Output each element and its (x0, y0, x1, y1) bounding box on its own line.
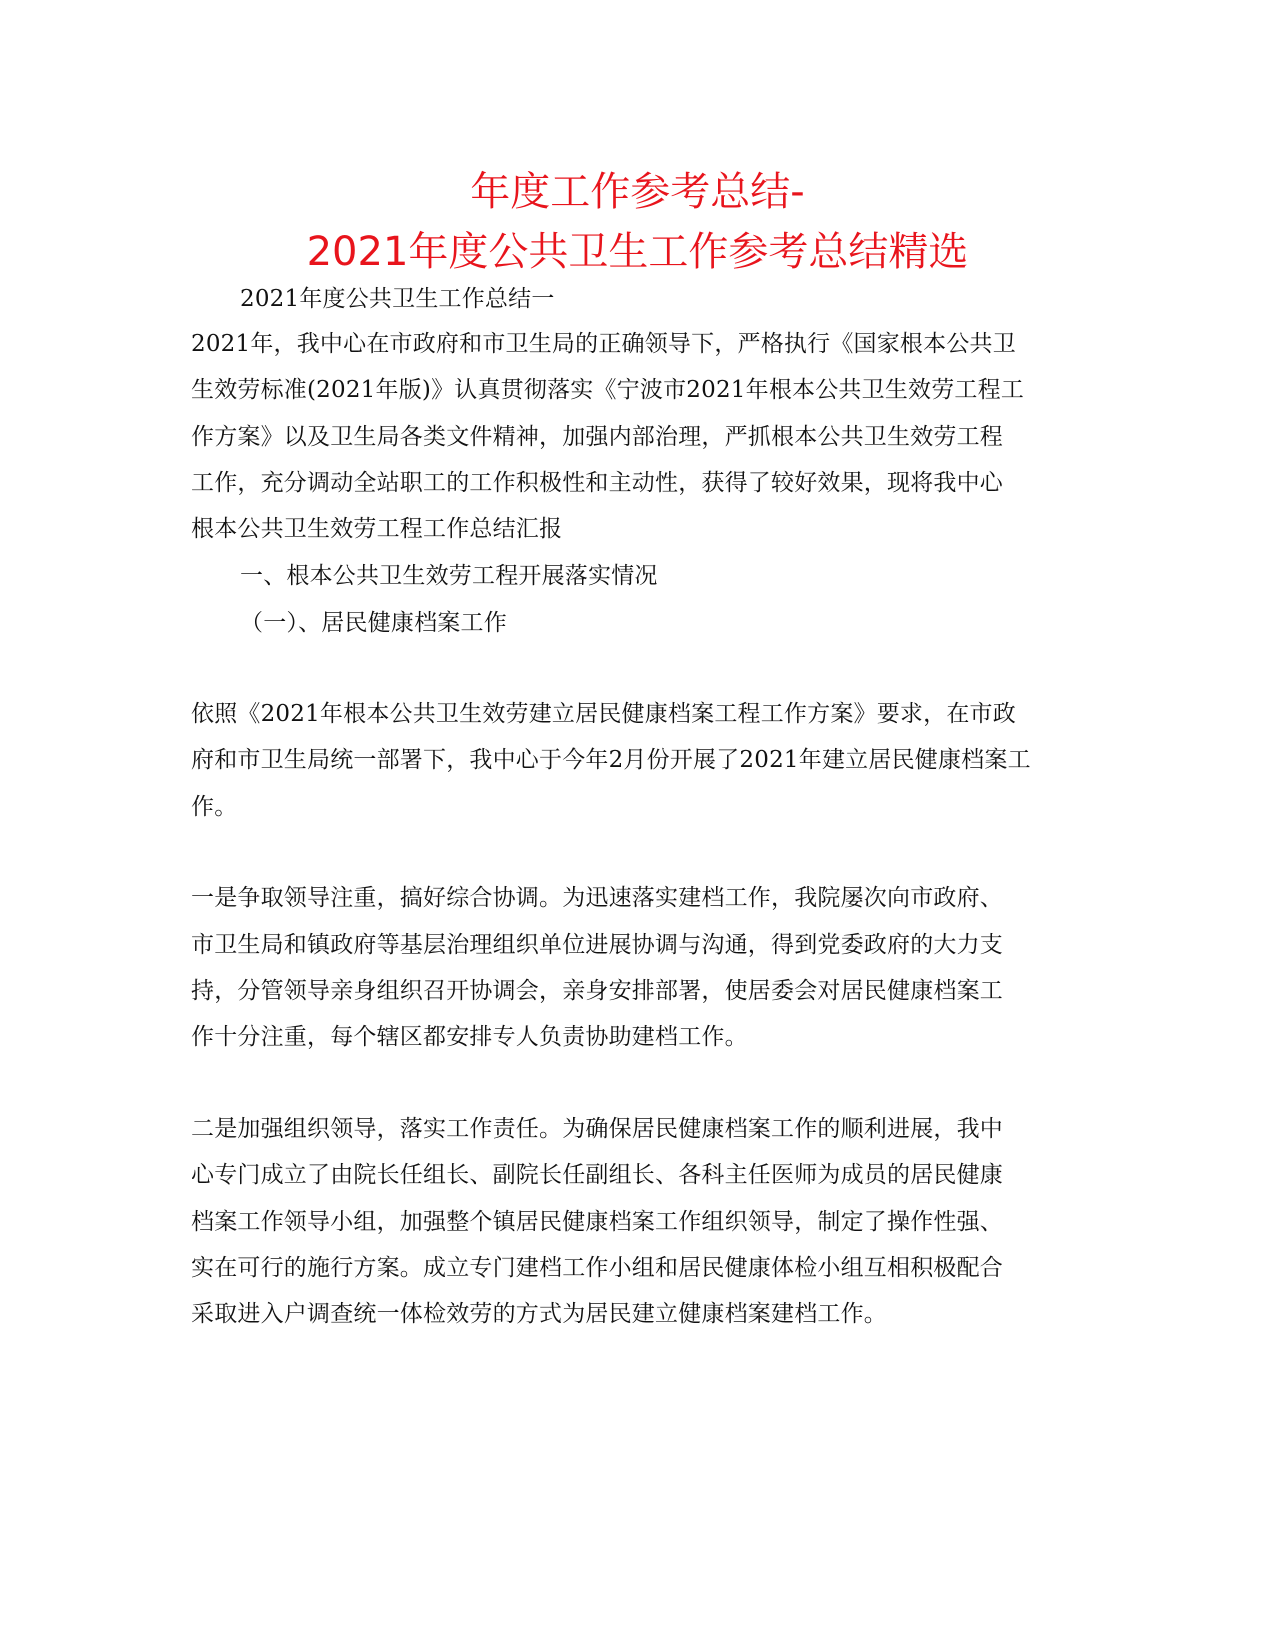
paragraph-1-line: 作。 (191, 794, 238, 820)
paragraph-3-line: 心专门成立了由院长任组长、副院长任副组长、各科主任医师为成员的居民健康 (191, 1162, 1003, 1188)
intro-line: 生效劳标准(2021年版)》认真贯彻落实《宁波市2021年根本公共卫生效劳工程工 (191, 377, 1025, 403)
paragraph-2-line: 作十分注重，每个辖区都安排专人负责协助建档工作。 (191, 1024, 748, 1050)
intro-line: 2021年，我中心在市政府和市卫生局的正确领导下，严格执行《国家根本公共卫 (191, 331, 1016, 357)
paragraph-3-line: 采取进入户调查统一体检效劳的方式为居民建立健康档案建档工作。 (191, 1301, 887, 1327)
intro-line: 工作，充分调动全站职工的工作积极性和主动性，获得了较好效果，现将我中心 (191, 470, 1003, 496)
paragraph-3-line: 档案工作领导小组，加强整个镇居民健康档案工作组织领导，制定了操作性强、 (191, 1209, 1003, 1235)
paragraph-3-line: 二是加强组织领导，落实工作责任。为确保居民健康档案工作的顺利进展，我中 (191, 1116, 1003, 1142)
document-title-line-2: 2021年度公共卫生工作参考总结精选 (306, 229, 969, 275)
intro-line: 作方案》以及卫生局各类文件精神，加强内部治理，严抓根本公共卫生效劳工程 (191, 424, 1003, 450)
paragraph-2-line: 一是争取领导注重，搞好综合协调。为迅速落实建档工作，我院屡次向市政府、 (191, 885, 1003, 911)
heading-1-1: （一）、居民健康档案工作 (240, 610, 507, 636)
heading-1: 一、根本公共卫生效劳工程开展落实情况 (240, 563, 658, 589)
document-title-line-1: 年度工作参考总结- (470, 169, 805, 215)
intro-line: 根本公共卫生效劳工程工作总结汇报 (191, 516, 563, 542)
paragraph-2-line: 持，分管领导亲身组织召开协调会，亲身安排部署，使居委会对居民健康档案工 (191, 978, 1003, 1004)
section-heading: 2021年度公共卫生工作总结一 (240, 286, 555, 312)
paragraph-1-line: 依照《2021年根本公共卫生效劳建立居民健康档案工程工作方案》要求，在市政 (191, 701, 1016, 727)
paragraph-1-line: 府和市卫生局统一部署下，我中心于今年2月份开展了2021年建立居民健康档案工 (191, 747, 1031, 773)
paragraph-3-line: 实在可行的施行方案。成立专门建档工作小组和居民健康体检小组互相积极配合 (191, 1255, 1003, 1281)
paragraph-2-line: 市卫生局和镇政府等基层治理组织单位进展协调与沟通，得到党委政府的大力支 (191, 932, 1003, 958)
